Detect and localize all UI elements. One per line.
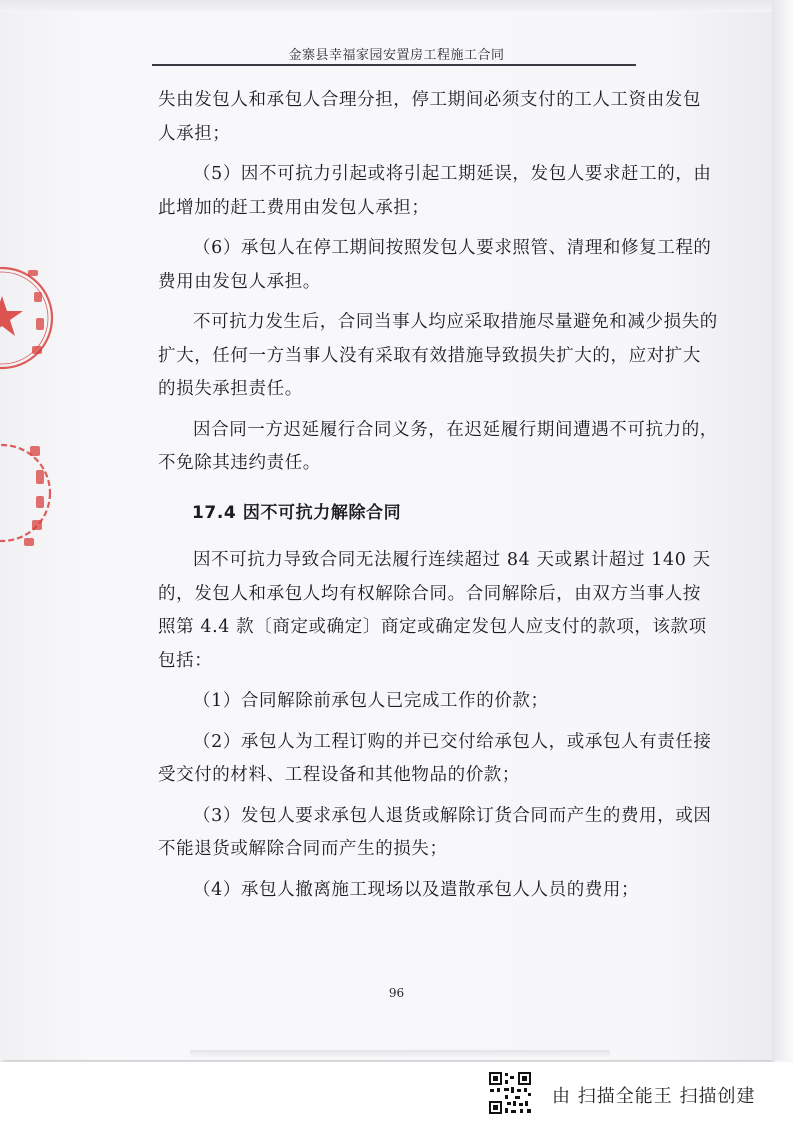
page-bottom-shadow xyxy=(190,1050,610,1058)
page-number: 96 xyxy=(388,986,405,1000)
section-heading: 17.4 因不可抗力解除合同 xyxy=(192,502,402,523)
list-item: （4）承包人撤离施工现场以及遣散承包人人员的费用； xyxy=(193,879,640,900)
header-divider xyxy=(152,64,636,66)
seal-stamp xyxy=(0,248,56,578)
qr-code-icon xyxy=(487,1070,533,1116)
paragraph: 失由发包人和承包人合理分担，停工期间必须支付的工人工资由发包人承担； xyxy=(158,90,701,144)
page-top-edge xyxy=(0,0,772,12)
list-item: （1）合同解除前承包人已完成工作的价款； xyxy=(193,691,549,711)
document-body xyxy=(158,84,718,907)
scanner-watermark-text: 由 扫描全能王 扫描创建 xyxy=(552,1086,756,1107)
document-header-title: 金寨县幸福家园安置房工程施工合同 xyxy=(288,48,505,63)
list-item: （2）承包人为工程订购的并已交付给承包人，或承包人有责任接受交付的材料、工程设备和其他物品的价款； xyxy=(158,731,712,785)
paragraph: （6）承包人在停工期间按照发包人要求照管、清理和修复工程的费用由发包人承担。 xyxy=(158,238,712,292)
page-right-edge xyxy=(772,0,793,1060)
list-item: （3）发包人要求承包人退货或解除订货合同而产生的费用，或因不能退货或解除合同而产生的损失； xyxy=(158,805,712,859)
section-intro: 因不可抗力导致合同无法履行连续超过 84 天或累计超过 140 天的，发包人和承包人均有权解除合同。合同解除后，由双方当事人按照第 4.4 款〔商定或确定〕商定或确定发包人应支付的款项，该款项包括： xyxy=(158,550,711,671)
paragraph: 因合同一方迟延履行合同义务，在迟延履行期间遭遇不可抗力的，不免除其违约责任。 xyxy=(158,419,718,473)
paragraph: （5）因不可抗力引起或将引起工期延误，发包人要求赶工的，由此增加的赶工费用由发包人承担； xyxy=(158,164,712,218)
paragraph: 不可抗力发生后，合同当事人均应采取措施尽量避免和减少损失的扩大，任何一方当事人没有采取有效措施导致损失扩大的，应对扩大的损失承担责任。 xyxy=(158,312,718,399)
